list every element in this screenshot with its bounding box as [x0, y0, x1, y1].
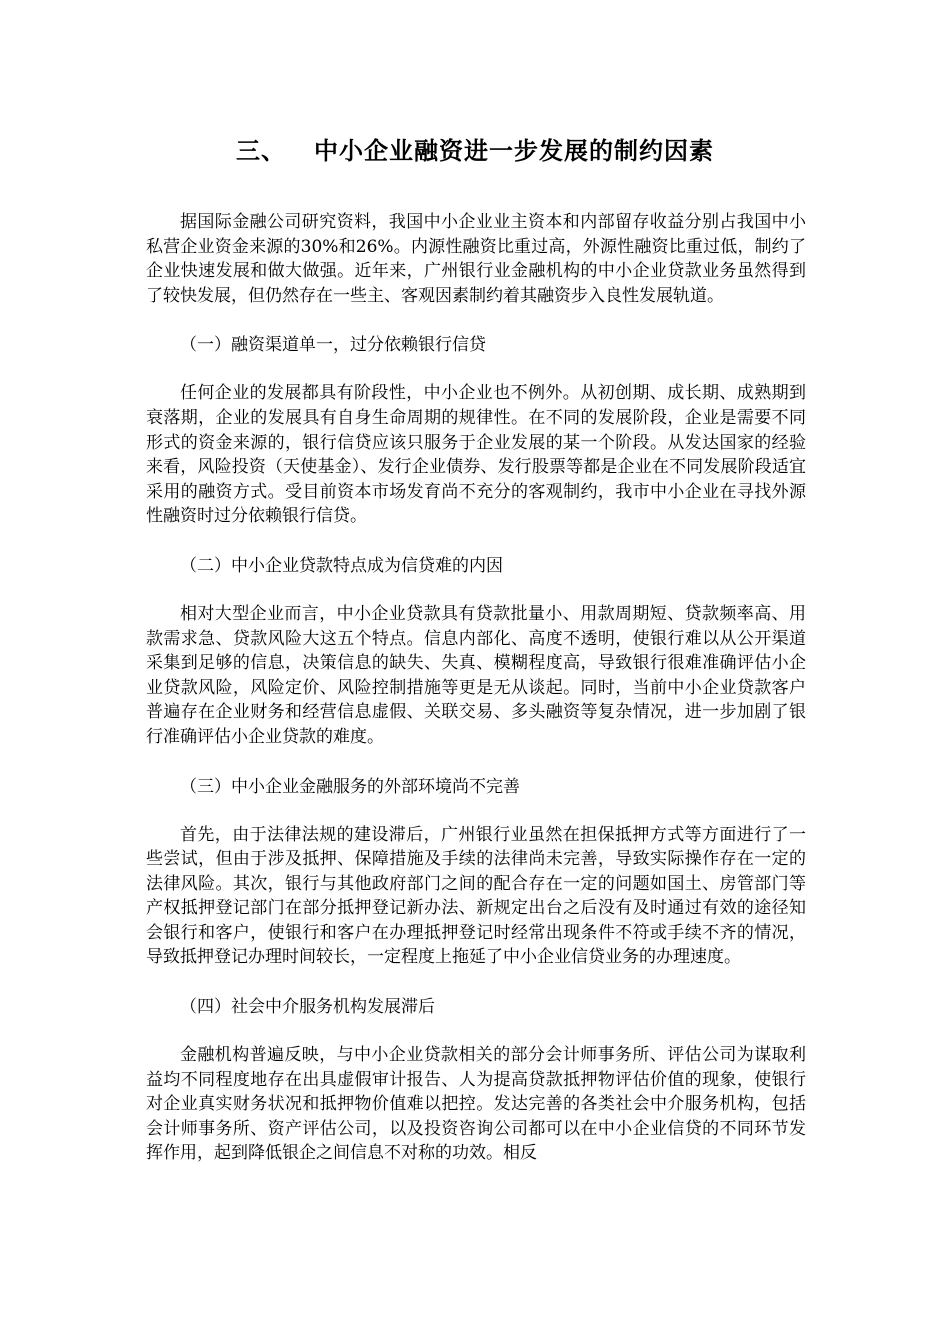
subsection-body-3: 首先，由于法律法规的建设滞后，广州银行业虽然在担保抵押方式等方面进行了一些尝试，但由于涉及抵押、保障措施及手续的法律尚未完善，导致实际操作存在一定的法律风险。其次，银行与其他政府部门之间的配合存在一定的问题如国土、房管部门等产权抵押登记部门在部分抵押登记新办法、新规定出台之后没有及时通过有效的途径知会银行和客户，使银行和客户在办理抵押登记时经常出现条件不符或手续不齐的情况，导致抵押登记办理时间较长，一定程度上拖延了中小企业信贷业务的办理速度。 [146, 824, 806, 968]
document-body [146, 210, 806, 1191]
subsection-heading-3: （三）中小企业金融服务的外部环境尚不完善 [180, 776, 520, 797]
intro-paragraph: 据国际金融公司研究资料，我国中小企业业主资本和内部留存收益分别占我国中小私营企业资金来源的30%和26%。内源性融资比重过高，外源性融资比重过低，制约了企业快速发展和做大做强。近年来，广州银行业金融机构的中小企业贷款业务虽然得到了较快发展，但仍然存在一些主、客观因素制约着其融资步入良性发展轨道。 [146, 212, 806, 306]
subsection-body-4: 金融机构普遍反映，与中小企业贷款相关的部分会计师事务所、评估公司为谋取利益均不同程度地存在出具虚假审计报告、人为提高贷款抵押物评估价值的现象，使银行对企业真实财务状况和抵押物价值难以把控。发达完善的各类社会中介服务机构，包括会计师事务所、资产评估公司，以及投资咨询公司都可以在中小企业信贷的不同环节发挥作用，起到降低银企之间信息不对称的功效。相反 [146, 1045, 806, 1164]
section-title: 三、 中小企业融资进一步发展的制约因素 [235, 136, 715, 165]
subsection-heading-2: （二）中小企业贷款特点成为信贷难的内因 [180, 555, 503, 576]
subsection-heading-1: （一）融资渠道单一，过分依赖银行信贷 [180, 335, 486, 356]
subsection-body-2: 相对大型企业而言，中小企业贷款具有贷款批量小、用款周期短、贷款频率高、用款需求急、贷款风险大这五个特点。信息内部化、高度不透明，使银行难以从公开渠道采集到足够的信息，决策信息的缺失、失真、模糊程度高，导致银行很难准确评估小企业贷款风险，风险定价、风险控制措施等更是无从谈起。同时，当前中小企业贷款客户普遍存在企业财务和经营信息虚假、关联交易、多头融资等复杂情况，进一步加剧了银行准确评估小企业贷款的难度。 [146, 603, 806, 747]
subsection-heading-4: （四）社会中介服务机构发展滞后 [180, 997, 435, 1018]
subsection-body-1: 任何企业的发展都具有阶段性，中小企业也不例外。从初创期、成长期、成熟期到衰落期，企业的发展具有自身生命周期的规律性。在不同的发展阶段，企业是需要不同形式的资金来源的，银行信贷应该只服务于企业发展的某一个阶段。从发达国家的经验来看，风险投资（天使基金）、发行企业债券、发行股票等都是企业在不同发展阶段适宜采用的融资方式。受目前资本市场发育尚不充分的客观制约，我市中小企业在寻找外源性融资时过分依赖银行信贷。 [146, 383, 806, 527]
